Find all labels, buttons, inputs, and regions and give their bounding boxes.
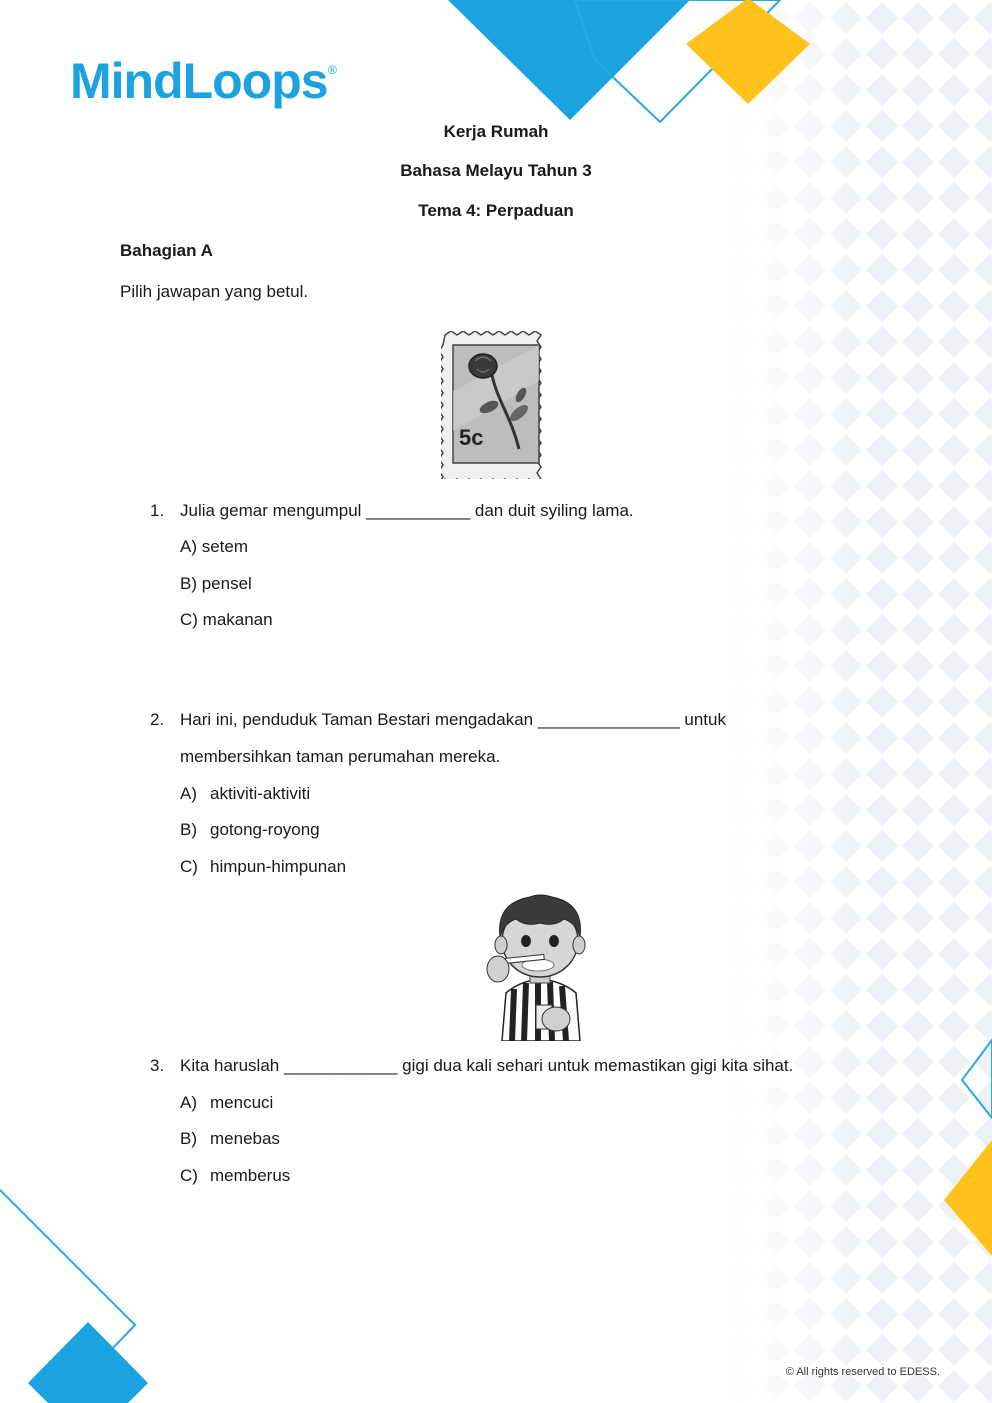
option-label: C) makanan [180, 610, 273, 629]
theme-title: Tema 4: Perpaduan [418, 201, 574, 220]
question-2-number: 2. [150, 710, 165, 729]
boy-brushing-teeth-icon [480, 893, 600, 1046]
question-2-option-c[interactable] [180, 857, 346, 877]
question-3-option-c[interactable] [180, 1166, 290, 1186]
question-2-option-b[interactable] [180, 820, 320, 840]
stamp-value-label: 5c [459, 425, 484, 450]
option-label: B) pensel [180, 574, 252, 593]
homework-title: Kerja Rumah [443, 122, 549, 141]
option-label: aktiviti-aktiviti [210, 784, 311, 803]
logo-text: MindLoops [70, 53, 328, 109]
top-blue-triangle [448, 0, 690, 120]
question-1-option-a[interactable] [180, 537, 248, 557]
logo-registered: ® [328, 63, 337, 77]
mindloops-logo [70, 52, 345, 119]
option-label: himpun-himpunan [210, 857, 347, 876]
option-label: memberus [210, 1166, 291, 1185]
option-letter: B) [180, 820, 197, 839]
bottom-left-blue-diamond [28, 1322, 148, 1403]
option-label: menebas [210, 1129, 280, 1148]
question-1-number: 1. [150, 501, 165, 520]
question-2-text-line-1: Hari ini, penduduk Taman Bestari mengadakan _______________ untuk [180, 710, 726, 729]
option-label: mencuci [210, 1093, 274, 1112]
option-letter: C) [180, 857, 198, 876]
question-2-option-a[interactable] [180, 784, 310, 804]
question-1-text: Julia gemar mengumpul ___________ dan duit syiling lama. [180, 501, 634, 520]
instruction-text: Pilih jawapan yang betul. [120, 282, 309, 301]
option-letter: B) [180, 1129, 197, 1148]
option-letter: A) [180, 1093, 197, 1112]
rose-stamp-icon [441, 331, 551, 484]
question-3-number: 3. [150, 1056, 165, 1075]
question-1-option-b[interactable] [180, 574, 252, 594]
option-letter: A) [180, 784, 197, 803]
option-label: gotong-royong [210, 820, 320, 839]
question-2-text-line-2: membersihkan taman perumahan mereka. [180, 747, 501, 766]
question-3-text: Kita haruslah ____________ gigi dua kali sehari untuk memastikan gigi kita sihat. [180, 1056, 794, 1075]
option-label: A) setem [180, 537, 249, 556]
subject-title: Bahasa Melayu Tahun 3 [400, 161, 592, 180]
question-1-option-c[interactable] [180, 610, 273, 630]
section-title: Bahagian A [120, 241, 213, 260]
option-letter: C) [180, 1166, 198, 1185]
question-3-option-b[interactable] [180, 1129, 280, 1149]
question-3-option-a[interactable] [180, 1093, 273, 1113]
copyright-footer: © All rights reserved to EDESS. [785, 1366, 940, 1378]
